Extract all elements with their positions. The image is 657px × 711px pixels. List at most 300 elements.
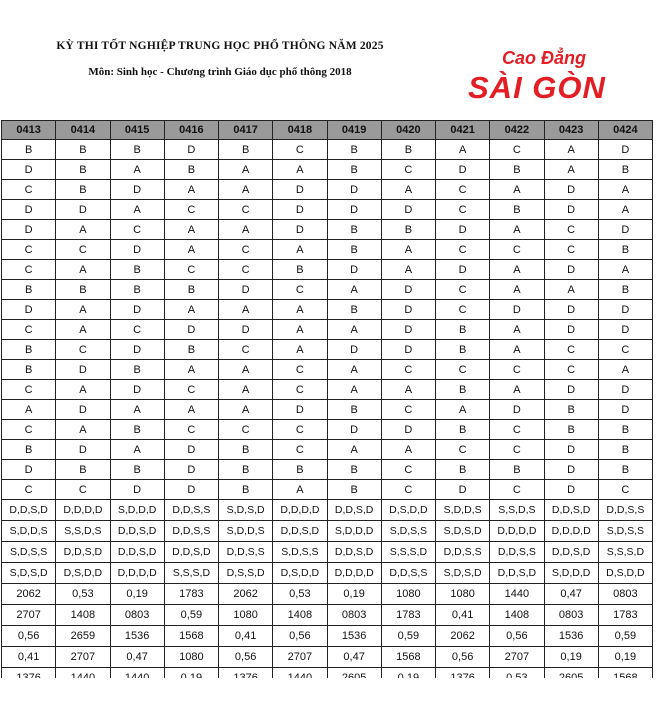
answer-cell: D,D,S,D <box>110 521 164 542</box>
answer-cell: B <box>598 440 652 460</box>
answer-cell: D,D,S,D <box>327 542 381 563</box>
answer-cell: A <box>110 200 164 220</box>
answer-cell: A <box>544 160 598 180</box>
answer-cell: D <box>2 160 56 180</box>
answer-cell: D,S,S,D <box>219 563 273 584</box>
answer-cell: C <box>219 420 273 440</box>
answer-cell: D <box>164 460 218 480</box>
answer-row <box>2 320 653 340</box>
answer-row <box>2 521 653 542</box>
answer-cell: 1440 <box>490 584 544 605</box>
answer-cell: A <box>219 160 273 180</box>
exam-code-header: 0418 <box>273 121 327 140</box>
answer-row <box>2 220 653 240</box>
answer-cell: C <box>381 400 435 420</box>
answer-cell: D <box>273 220 327 240</box>
answer-cell: C <box>164 200 218 220</box>
answer-cell: A <box>273 160 327 180</box>
answer-cell: A <box>490 340 544 360</box>
answer-cell: C <box>219 260 273 280</box>
exam-code-header: 0423 <box>544 121 598 140</box>
answer-cell: D,D,S,D <box>544 500 598 521</box>
answer-cell: B <box>273 260 327 280</box>
answer-cell: B <box>598 160 652 180</box>
answer-cell: A <box>56 300 110 320</box>
answer-cell: A <box>273 340 327 360</box>
answer-cell: C <box>544 220 598 240</box>
answer-cell: B <box>219 440 273 460</box>
answer-cell: A <box>56 260 110 280</box>
answer-cell: B <box>56 460 110 480</box>
answer-cell: C <box>56 240 110 260</box>
answer-cell: B <box>2 280 56 300</box>
answer-cell: C <box>273 380 327 400</box>
answer-cell: D,D,S,S <box>219 542 273 563</box>
answer-cell: A <box>436 140 490 160</box>
answer-cell: 0,47 <box>327 647 381 668</box>
answer-cell: D <box>490 400 544 420</box>
answer-cell: A <box>273 320 327 340</box>
answer-cell: B <box>598 240 652 260</box>
answer-cell: A <box>273 300 327 320</box>
answer-cell: A <box>56 380 110 400</box>
answer-cell: 1536 <box>110 626 164 647</box>
answer-cell: A <box>164 220 218 240</box>
answer-cell: D <box>598 140 652 160</box>
answer-cell: C <box>598 340 652 360</box>
answer-cell: 2062 <box>219 584 273 605</box>
answer-cell: D <box>2 300 56 320</box>
answer-cell: 0,41 <box>219 626 273 647</box>
answer-cell: A <box>381 440 435 460</box>
answer-cell: D <box>381 200 435 220</box>
answer-cell: C <box>381 460 435 480</box>
answer-cell: D <box>436 160 490 180</box>
answer-table-body <box>2 140 653 710</box>
answer-cell: S,D,D,S <box>219 521 273 542</box>
answer-table <box>1 120 653 710</box>
exam-code-header: 0420 <box>381 121 435 140</box>
answer-cell: D <box>273 200 327 220</box>
answer-cell: A <box>490 380 544 400</box>
answer-cell: D <box>544 180 598 200</box>
answer-cell: S,D,S,S <box>2 542 56 563</box>
answer-cell: 1783 <box>381 605 435 626</box>
answer-cell: B <box>327 400 381 420</box>
answer-cell: C <box>436 440 490 460</box>
answer-cell: B <box>110 420 164 440</box>
answer-cell: A <box>164 300 218 320</box>
exam-code-header: 0413 <box>2 121 56 140</box>
logo-line-1: Cao Đẳng <box>502 48 587 68</box>
answer-cell: S,S,S,D <box>598 542 652 563</box>
answer-cell: 2659 <box>56 626 110 647</box>
answer-cell: C <box>273 420 327 440</box>
answer-cell: 0,47 <box>544 584 598 605</box>
answer-cell: B <box>164 280 218 300</box>
answer-cell: A <box>381 240 435 260</box>
answer-cell: D <box>110 300 164 320</box>
answer-cell: 2707 <box>273 647 327 668</box>
answer-cell: A <box>164 400 218 420</box>
exam-code-header: 0414 <box>56 121 110 140</box>
answer-cell: D,D,S,D <box>2 500 56 521</box>
answer-cell: D <box>436 260 490 280</box>
answer-cell: D <box>436 480 490 500</box>
answer-cell: S,S,D,S <box>56 521 110 542</box>
answer-cell: B <box>327 300 381 320</box>
answer-row <box>2 500 653 521</box>
answer-cell: A <box>219 360 273 380</box>
answer-cell: C <box>436 360 490 380</box>
answer-cell: C <box>490 360 544 380</box>
answer-cell: B <box>110 280 164 300</box>
answer-cell: S,D,D,D <box>110 500 164 521</box>
answer-cell: B <box>436 460 490 480</box>
answer-cell: 0,56 <box>219 647 273 668</box>
answer-cell: D <box>381 280 435 300</box>
answer-cell: C <box>544 360 598 380</box>
answer-cell: 0,19 <box>327 584 381 605</box>
answer-cell: D,D,D,D <box>56 500 110 521</box>
answer-cell: C <box>2 180 56 200</box>
answer-cell: 2707 <box>2 605 56 626</box>
exam-code-header: 0415 <box>110 121 164 140</box>
exam-subtitle: Môn: Sinh học - Chương trình Giáo dục phổ thông 2018 <box>88 66 352 78</box>
answer-cell: C <box>2 480 56 500</box>
answer-cell: B <box>327 220 381 240</box>
answer-row <box>2 420 653 440</box>
answer-cell: 1568 <box>164 626 218 647</box>
answer-cell: B <box>436 380 490 400</box>
answer-cell: D,D,S,D <box>327 500 381 521</box>
answer-cell: C <box>164 420 218 440</box>
exam-code-header: 0422 <box>490 121 544 140</box>
answer-cell: B <box>164 340 218 360</box>
answer-cell: C <box>436 200 490 220</box>
answer-cell: A <box>598 200 652 220</box>
answer-row <box>2 240 653 260</box>
answer-cell: D <box>381 420 435 440</box>
answer-cell: A <box>436 400 490 420</box>
answer-cell: D,D,S,S <box>164 521 218 542</box>
answer-cell: B <box>2 360 56 380</box>
answer-cell: D <box>110 480 164 500</box>
answer-cell: 1408 <box>56 605 110 626</box>
answer-cell: C <box>544 340 598 360</box>
answer-cell: 1080 <box>219 605 273 626</box>
answer-cell: 0803 <box>327 605 381 626</box>
exam-code-header: 0417 <box>219 121 273 140</box>
answer-cell: 1408 <box>273 605 327 626</box>
answer-cell: C <box>598 480 652 500</box>
answer-cell: C <box>490 140 544 160</box>
answer-cell: B <box>490 160 544 180</box>
answer-row <box>2 460 653 480</box>
answer-cell: A <box>110 400 164 420</box>
answer-cell: A <box>490 180 544 200</box>
answer-cell: D,D,S,S <box>164 500 218 521</box>
answer-cell: 1783 <box>598 605 652 626</box>
answer-cell: B <box>598 280 652 300</box>
answer-cell: 0,56 <box>436 647 490 668</box>
answer-cell: A <box>219 380 273 400</box>
answer-cell: C <box>219 340 273 360</box>
answer-cell: A <box>490 280 544 300</box>
answer-cell: A <box>327 320 381 340</box>
answer-cell: B <box>598 420 652 440</box>
answer-cell: D <box>56 200 110 220</box>
answer-cell: C <box>381 480 435 500</box>
answer-cell: D <box>598 220 652 240</box>
answer-cell: 0,19 <box>598 647 652 668</box>
answer-cell: D,D,S,D <box>490 563 544 584</box>
answer-cell: A <box>110 160 164 180</box>
answer-cell: C <box>490 480 544 500</box>
answer-cell: A <box>219 220 273 240</box>
answer-cell: C <box>273 440 327 460</box>
answer-cell: S,D,D,D <box>544 563 598 584</box>
answer-cell: D,D,D,D <box>110 563 164 584</box>
answer-cell: B <box>219 140 273 160</box>
answer-row <box>2 380 653 400</box>
answer-cell: D <box>544 320 598 340</box>
answer-cell: 0,19 <box>110 584 164 605</box>
answer-cell: 1783 <box>164 584 218 605</box>
answer-row <box>2 140 653 160</box>
answer-cell: D <box>327 180 381 200</box>
answer-cell: D <box>56 400 110 420</box>
answer-cell: 1080 <box>436 584 490 605</box>
answer-cell: 0,59 <box>164 605 218 626</box>
answer-cell: B <box>327 140 381 160</box>
answer-cell: A <box>381 380 435 400</box>
answer-cell: S,D,S,S <box>381 521 435 542</box>
answer-cell: A <box>598 260 652 280</box>
answer-cell: C <box>219 240 273 260</box>
answer-cell: B <box>56 160 110 180</box>
answer-row <box>2 200 653 220</box>
answer-row <box>2 340 653 360</box>
answer-cell: B <box>2 140 56 160</box>
answer-cell: A <box>598 180 652 200</box>
answer-cell: 0803 <box>110 605 164 626</box>
answer-cell: B <box>56 280 110 300</box>
answer-cell: C <box>2 320 56 340</box>
answer-cell: B <box>110 360 164 380</box>
answer-cell: B <box>381 220 435 240</box>
answer-row <box>2 180 653 200</box>
answer-cell: D,D,S,S <box>598 500 652 521</box>
answer-row <box>2 605 653 626</box>
answer-cell: D,D,S,D <box>56 542 110 563</box>
answer-cell: B <box>327 160 381 180</box>
exam-code-header: 0419 <box>327 121 381 140</box>
answer-cell: C <box>490 240 544 260</box>
answer-cell: B <box>56 140 110 160</box>
exam-code-header: 0416 <box>164 121 218 140</box>
answer-cell: C <box>110 220 164 240</box>
answer-cell: S,D,D,D <box>327 521 381 542</box>
answer-cell: B <box>327 480 381 500</box>
answer-cell: D <box>490 300 544 320</box>
answer-cell: A <box>56 420 110 440</box>
answer-cell: C <box>490 440 544 460</box>
answer-cell: C <box>381 160 435 180</box>
answer-cell: D <box>327 260 381 280</box>
answer-cell: 0,47 <box>110 647 164 668</box>
answer-cell: S,D,S,S <box>598 521 652 542</box>
answer-cell: D <box>56 440 110 460</box>
answer-cell: B <box>490 460 544 480</box>
answer-cell: A <box>490 320 544 340</box>
answer-cell: C <box>273 280 327 300</box>
answer-cell: D <box>436 220 490 240</box>
answer-cell: 1568 <box>381 647 435 668</box>
answer-cell: D,D,S,D <box>273 521 327 542</box>
answer-cell: 0803 <box>544 605 598 626</box>
answer-cell: S,D,D,S <box>2 521 56 542</box>
answer-cell: A <box>56 320 110 340</box>
answer-cell: 0,59 <box>381 626 435 647</box>
answer-cell: 1080 <box>381 584 435 605</box>
answer-cell: A <box>219 400 273 420</box>
answer-cell: A <box>327 380 381 400</box>
answer-cell: D <box>544 440 598 460</box>
answer-cell: A <box>598 360 652 380</box>
answer-cell: 0,41 <box>2 647 56 668</box>
answer-cell: D,S,D,D <box>273 563 327 584</box>
answer-row <box>2 360 653 380</box>
answer-cell: C <box>2 380 56 400</box>
answer-cell: B <box>327 240 381 260</box>
answer-cell: C <box>2 260 56 280</box>
answer-cell: D,D,D,D <box>273 500 327 521</box>
answer-cell: D <box>598 400 652 420</box>
answer-cell: 0,53 <box>56 584 110 605</box>
answer-cell: C <box>164 260 218 280</box>
answer-cell: D <box>598 320 652 340</box>
answer-cell: D <box>327 200 381 220</box>
answer-cell: B <box>436 340 490 360</box>
answer-cell: A <box>56 220 110 240</box>
answer-cell: C <box>490 420 544 440</box>
answer-row <box>2 160 653 180</box>
answer-cell: C <box>56 340 110 360</box>
answer-cell: C <box>436 300 490 320</box>
answer-cell: D <box>273 180 327 200</box>
answer-cell: D <box>110 180 164 200</box>
answer-cell: 0,41 <box>436 605 490 626</box>
answer-cell: A <box>273 240 327 260</box>
logo-line-2: SÀI GÒN <box>468 70 606 105</box>
answer-cell: 0,56 <box>2 626 56 647</box>
answer-cell: A <box>219 300 273 320</box>
answer-cell: B <box>2 440 56 460</box>
answer-cell: D <box>544 480 598 500</box>
answer-cell: 1536 <box>327 626 381 647</box>
answer-cell: 0,59 <box>598 626 652 647</box>
answer-cell: A <box>164 180 218 200</box>
answer-cell: S,S,D,S <box>490 500 544 521</box>
answer-row <box>2 440 653 460</box>
answer-cell: A <box>381 260 435 280</box>
answer-cell: A <box>164 360 218 380</box>
answer-cell: S,D,S,D <box>219 500 273 521</box>
document-header <box>0 0 657 118</box>
answer-cell: 1408 <box>490 605 544 626</box>
answer-cell: D <box>164 320 218 340</box>
answer-cell: D <box>164 140 218 160</box>
exam-code-header: 0421 <box>436 121 490 140</box>
answer-cell: A <box>327 360 381 380</box>
answer-cell: D <box>327 420 381 440</box>
answer-cell: 0803 <box>598 584 652 605</box>
answer-cell: S,S,S,D <box>164 563 218 584</box>
answer-cell: B <box>544 400 598 420</box>
answer-cell: A <box>164 240 218 260</box>
answer-cell: C <box>436 180 490 200</box>
answer-row <box>2 480 653 500</box>
answer-cell: 0,19 <box>544 647 598 668</box>
answer-cell: C <box>436 280 490 300</box>
answer-cell: B <box>436 420 490 440</box>
answer-cell: D,D,D,D <box>490 521 544 542</box>
answer-cell: D <box>219 320 273 340</box>
answer-cell: D <box>56 360 110 380</box>
answer-cell: 0,56 <box>273 626 327 647</box>
answer-cell: D <box>381 320 435 340</box>
answer-row <box>2 300 653 320</box>
answer-cell: S,D,S,D <box>436 521 490 542</box>
answer-row <box>2 280 653 300</box>
answer-cell: A <box>544 140 598 160</box>
answer-cell: B <box>598 460 652 480</box>
answer-cell: C <box>381 360 435 380</box>
answer-cell: A <box>2 400 56 420</box>
answer-cell: B <box>164 160 218 180</box>
answer-cell: A <box>327 440 381 460</box>
answer-cell: A <box>544 280 598 300</box>
answer-cell: A <box>219 180 273 200</box>
answer-row <box>2 400 653 420</box>
answer-cell: D <box>544 300 598 320</box>
answer-cell: B <box>219 480 273 500</box>
answer-cell: D <box>544 260 598 280</box>
answer-cell: A <box>273 480 327 500</box>
answer-row <box>2 626 653 647</box>
answer-row <box>2 563 653 584</box>
answer-cell: A <box>381 180 435 200</box>
answer-cell: C <box>273 360 327 380</box>
answer-cell: B <box>327 460 381 480</box>
brand-logo <box>462 48 632 108</box>
answer-cell: D <box>2 220 56 240</box>
answer-cell: D <box>598 300 652 320</box>
answer-cell: 0,56 <box>490 626 544 647</box>
answer-cell: D <box>110 240 164 260</box>
answer-cell: D <box>2 460 56 480</box>
answer-cell: D,D,S,D <box>544 542 598 563</box>
answer-cell: C <box>219 200 273 220</box>
answer-cell: C <box>56 480 110 500</box>
answer-cell: 1080 <box>164 647 218 668</box>
answer-row <box>2 584 653 605</box>
answer-cell: B <box>110 260 164 280</box>
answer-cell: C <box>110 320 164 340</box>
answer-cell: 2707 <box>56 647 110 668</box>
answer-cell: 0,53 <box>273 584 327 605</box>
